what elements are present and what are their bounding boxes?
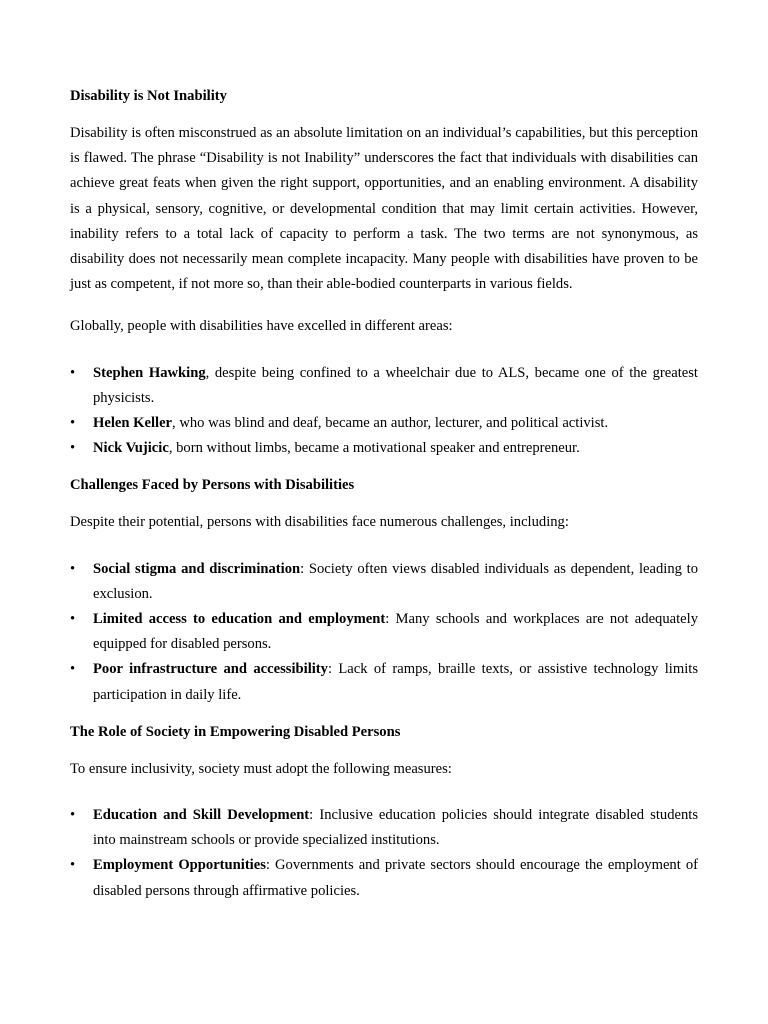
list-item-text: : Governments and private sectors should encourage the employment of disabled persons through affirmative policies.	[93, 857, 698, 899]
bullet-icon: •	[70, 661, 76, 678]
list-item-text: : Many schools and workplaces are not adequately equipped for disabled persons.	[93, 611, 698, 653]
section-heading: Disability is Not Inability	[70, 88, 227, 104]
bullet-list	[70, 361, 698, 462]
list-item	[70, 853, 698, 903]
list-item-text: : Inclusive education policies should integrate disabled students into mainstream schools or provide specialized institutions.	[93, 807, 698, 849]
bullet-icon: •	[70, 807, 76, 824]
bullet-icon: •	[70, 364, 76, 381]
list-intro: Despite their potential, persons with disabilities face numerous challenges, including:	[70, 514, 569, 531]
bullet-icon: •	[70, 560, 76, 577]
list-item	[70, 607, 698, 657]
bullet-icon: •	[70, 440, 76, 457]
list-item-text: : Society often views disabled individuals as dependent, leading to exclusion.	[93, 560, 698, 602]
bullet-list	[70, 557, 698, 708]
body-paragraph: Disability is often misconstrued as an absolute limitation on an individual’s capabilities, but this perception is flawed. The phrase “Disability is not Inability” underscores the fact that individuals with disabilities can achieve great feats when given the right support, opportunities, and an enabling environment. A disability is a physical, sensory, cognitive, or developmental condition that may limit certain activities. However, inability refers to a total lack of capacity to perform a task. The two terms are not synonymous, as disability does not necessarily mean complete incapacity. Many people with disabilities have proven to be just as competent, if not more so, than their able-bodied counterparts in various fields.	[70, 125, 698, 293]
list-item-bold: Social stigma and discrimination	[93, 560, 301, 577]
list-item-text: , who was blind and deaf, became an author, lecturer, and political activist.	[172, 415, 609, 432]
section-heading: The Role of Society in Empowering Disabled Persons	[70, 723, 401, 740]
list-item	[70, 361, 698, 411]
list-intro: Globally, people with disabilities have excelled in different areas:	[70, 318, 453, 335]
list-intro: To ensure inclusivity, society must adopt the following measures:	[70, 760, 452, 777]
list-item-bold: Poor infrastructure and accessibility	[93, 661, 328, 678]
list-item	[70, 557, 698, 607]
section-heading: Challenges Faced by Persons with Disabilities	[70, 477, 355, 494]
list-item-bold: Limited access to education and employment	[93, 611, 386, 628]
bullet-list	[70, 803, 698, 904]
list-item-bold: Employment Opportunities	[93, 857, 266, 874]
bullet-icon: •	[70, 415, 76, 432]
list-item-bold: Helen Keller	[93, 415, 173, 432]
list-item-text: , born without limbs, became a motivational speaker and entrepreneur.	[168, 440, 580, 457]
list-item	[70, 657, 698, 707]
list-item-bold: Stephen Hawking	[93, 364, 206, 381]
list-item-text: , despite being confined to a wheelchair due to ALS, became one of the greatest physicists.	[93, 364, 698, 406]
list-item-text: : Lack of ramps, braille texts, or assistive technology limits participation in daily life.	[93, 661, 699, 703]
bullet-icon: •	[70, 857, 76, 874]
bullet-icon: •	[70, 611, 76, 628]
list-item-bold: Education and Skill Development	[93, 807, 310, 824]
list-item	[70, 411, 698, 436]
list-item	[70, 436, 698, 461]
list-item	[70, 803, 698, 853]
list-item-bold: Nick Vujicic	[93, 440, 169, 457]
